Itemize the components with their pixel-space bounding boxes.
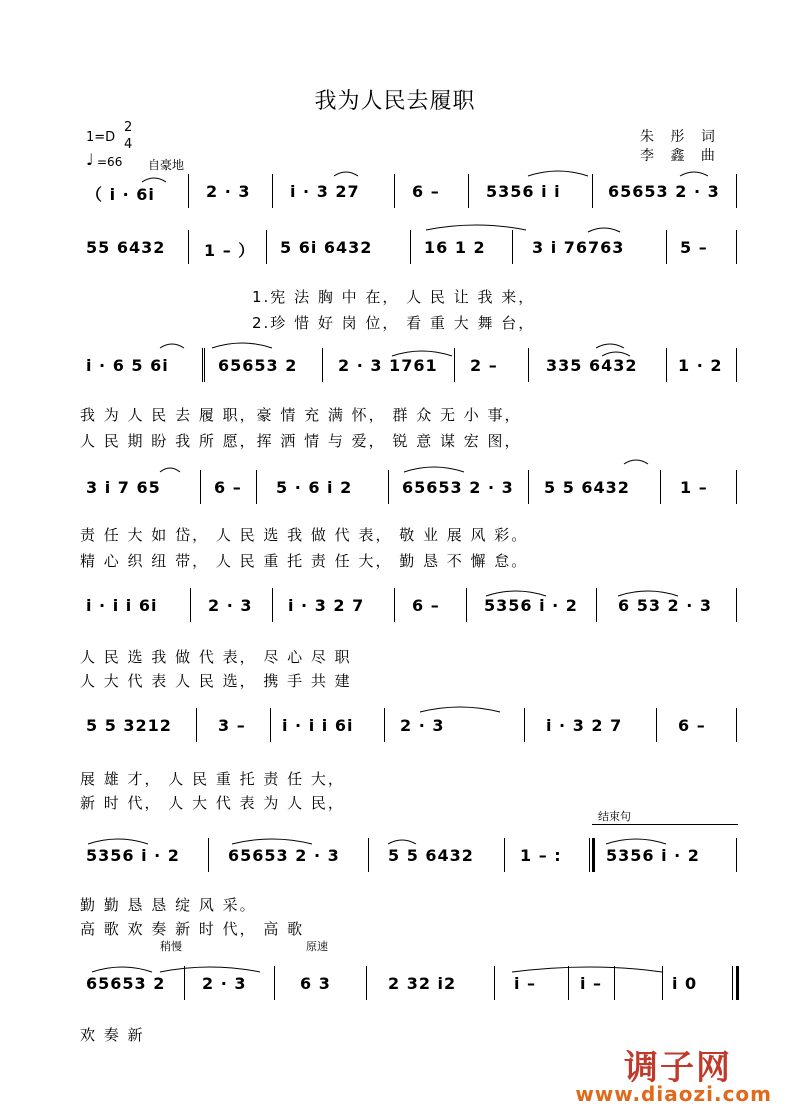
- lyric-line: 欢 奏 新: [80, 1026, 145, 1044]
- tempo-slow-marker: 稍慢: [160, 940, 182, 953]
- measure: 5356 i i: [486, 182, 561, 201]
- lyric-line: 展 雄 才， 人 民 重 托 责 任 大，: [80, 770, 345, 788]
- measure: （ i · 6i: [86, 185, 155, 204]
- measure: 2 · 3: [400, 716, 445, 735]
- tempo-resume-marker: 原速: [306, 940, 328, 953]
- measure: 3 i 76763: [532, 238, 625, 257]
- measure: 6 53 2 · 3: [618, 596, 713, 615]
- key-signature: 1=D: [86, 130, 116, 145]
- measure: 5 6i 6432: [280, 238, 373, 257]
- lyric-line: 2.珍 惜 好 岗 位， 看 重 大 舞 台，: [252, 314, 536, 332]
- lyric-line: 人 民 选 我 做 代 表， 尽 心 尽 职: [80, 648, 352, 666]
- measure: 2 · 3: [206, 182, 251, 201]
- composer-credit: 李 鑫 曲: [640, 148, 721, 164]
- measure: 1 – ）: [204, 241, 256, 260]
- measure: 1 – :: [520, 846, 562, 865]
- measure: 65653 2 · 3: [402, 478, 514, 497]
- measure: 2 32 i2: [388, 974, 457, 993]
- watermark-brand: 调子网: [624, 1048, 732, 1088]
- watermark-url: www.diaozi.com: [575, 1082, 772, 1106]
- measure: 5356 i · 2: [484, 596, 578, 615]
- lyric-line: 精 心 织 纽 带， 人 民 重 托 责 任 大， 勤 恳 不 懈 怠。: [80, 552, 529, 570]
- measure: 6 –: [214, 478, 242, 497]
- measure: 65653 2 · 3: [608, 182, 720, 201]
- measure: i · i i 6i: [282, 716, 354, 735]
- quarter-note-icon: ♩: [86, 150, 94, 169]
- ending-marker: 结束句: [598, 810, 631, 823]
- measure: 5 · 6 i 2: [276, 478, 353, 497]
- time-signature-bottom: 4: [124, 137, 133, 152]
- measure: 16 1 2: [424, 238, 486, 257]
- score-title: 我为人民去履职: [314, 89, 476, 114]
- measure: i –: [514, 974, 537, 993]
- measure: 3 –: [218, 716, 246, 735]
- lyricist-credit: 朱 彤 词: [640, 129, 721, 145]
- measure: 5356 i · 2: [606, 846, 700, 865]
- measure: 6 –: [412, 596, 440, 615]
- measure: i · i i 6i: [86, 596, 158, 615]
- measure: 335 6432: [546, 356, 638, 375]
- lyric-line: 高 歌 欢 奏 新 时 代， 高 歌: [80, 920, 305, 938]
- measure: 1 · 2: [678, 356, 723, 375]
- time-signature-top: 2: [124, 120, 133, 135]
- lyric-line: 我 为 人 民 去 履 职，豪 情 充 满 怀， 群 众 无 小 事，: [80, 406, 522, 424]
- lyric-line: 勤 勤 恳 恳 绽 风 采。: [80, 896, 257, 914]
- measure: 3 i 7 65: [86, 478, 161, 497]
- measure: 6 –: [412, 182, 440, 201]
- lyric-line: 1.宪 法 胸 中 在， 人 民 让 我 来，: [252, 288, 536, 306]
- measure: 65653 2: [86, 974, 166, 993]
- measure: 55 6432: [86, 238, 166, 257]
- measure: i · 3 27: [290, 182, 360, 201]
- measure: 2 · 3 1761: [338, 356, 438, 375]
- measure: 5 5 6432: [388, 846, 474, 865]
- measure: i · 6 5 6i: [86, 356, 169, 375]
- expression-mark: 自豪地: [148, 158, 185, 172]
- measure: 65653 2: [218, 356, 298, 375]
- measure: 1 –: [680, 478, 708, 497]
- measure: i 0: [672, 974, 698, 993]
- measure: 5356 i · 2: [86, 846, 180, 865]
- measure: 5 5 6432: [544, 478, 630, 497]
- measure: 65653 2 · 3: [228, 846, 340, 865]
- measure: 6 –: [678, 716, 706, 735]
- measure: i · 3 2 7: [546, 716, 623, 735]
- measure: 2 · 3: [202, 974, 247, 993]
- lyric-line: 责 任 大 如 岱， 人 民 选 我 做 代 表， 敬 业 展 风 彩。: [80, 526, 529, 544]
- measure: 6 3: [300, 974, 331, 993]
- measure: 5 5 3212: [86, 716, 172, 735]
- tempo-mark: =66: [97, 155, 123, 169]
- measure: i · 3 2 7: [288, 596, 365, 615]
- measure: 2 · 3: [208, 596, 253, 615]
- lyric-line: 人 民 期 盼 我 所 愿，挥 洒 情 与 爱， 锐 意 谋 宏 图，: [80, 432, 522, 450]
- measure: i –: [580, 974, 603, 993]
- lyric-line: 人 大 代 表 人 民 选， 携 手 共 建: [80, 672, 352, 690]
- measure: 2 –: [470, 356, 498, 375]
- lyric-line: 新 时 代， 人 大 代 表 为 人 民，: [80, 794, 345, 812]
- measure: 5 –: [680, 238, 708, 257]
